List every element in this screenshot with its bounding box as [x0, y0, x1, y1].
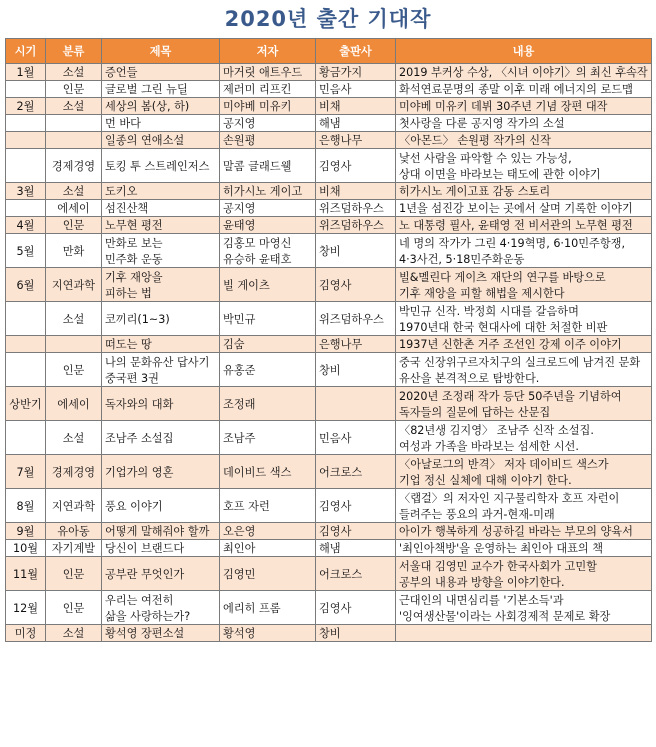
cell-publisher	[316, 387, 396, 421]
cell-category: 지연과학	[46, 268, 102, 302]
cell-content: 화석연료문명의 종말 이후 미래 에너지의 로드맵	[396, 81, 652, 98]
table-row	[6, 387, 652, 421]
cell-content: 2020년 조정래 작가 등단 50주년을 기념하여 독자들의 질문에 답하는 산문집	[396, 387, 652, 421]
cell-period: 4월	[6, 217, 46, 234]
cell-content: 낯선 사람을 파악할 수 있는 가능성, 상대 이면을 바라보는 태도에 관한 이야기	[396, 149, 652, 183]
cell-title: 노무현 평전	[102, 217, 220, 234]
cell-period: 상반기	[6, 387, 46, 421]
header-content: 내용	[396, 39, 652, 64]
cell-category: 소설	[46, 64, 102, 81]
cell-period	[6, 149, 46, 183]
cell-title: 먼 바다	[102, 115, 220, 132]
header-title: 제목	[102, 39, 220, 64]
cell-content: 아이가 행복하게 성공하길 바라는 부모의 양육서	[396, 523, 652, 540]
cell-title: 증언들	[102, 64, 220, 81]
cell-period: 11월	[6, 557, 46, 591]
books-table	[5, 38, 652, 642]
cell-content: '최인아책방'을 운영하는 최인아 대표의 책	[396, 540, 652, 557]
cell-author: 김홍모 마영신 유승하 윤태호	[220, 234, 316, 268]
table-row	[6, 81, 652, 98]
table-row	[6, 557, 652, 591]
cell-content: 첫사랑을 다룬 공지영 작가의 소설	[396, 115, 652, 132]
cell-period: 12월	[6, 591, 46, 625]
cell-title: 세상의 봄(상, 하)	[102, 98, 220, 115]
cell-period: 3월	[6, 183, 46, 200]
cell-publisher: 김영사	[316, 268, 396, 302]
cell-content: 히가시노 게이고표 감동 스토리	[396, 183, 652, 200]
cell-category	[46, 132, 102, 149]
cell-publisher: 민음사	[316, 421, 396, 455]
cell-period	[6, 353, 46, 387]
cell-category: 인문	[46, 353, 102, 387]
table-row	[6, 336, 652, 353]
cell-author: 박민규	[220, 302, 316, 336]
cell-title: 우리는 여전히 삶을 사랑하는가?	[102, 591, 220, 625]
cell-publisher: 비채	[316, 98, 396, 115]
table-row	[6, 217, 652, 234]
cell-title: 코끼리(1~3)	[102, 302, 220, 336]
cell-period	[6, 115, 46, 132]
table-row	[6, 591, 652, 625]
cell-period: 7월	[6, 455, 46, 489]
cell-category: 에세이	[46, 200, 102, 217]
cell-period	[6, 336, 46, 353]
cell-author: 마거릿 애트우드	[220, 64, 316, 81]
cell-category	[46, 336, 102, 353]
cell-publisher: 창비	[316, 625, 396, 642]
cell-publisher: 황금가지	[316, 64, 396, 81]
cell-content: 〈랩걸〉의 저자인 지구물리학자 호프 자런이 들려주는 풍요의 과거-현재-미래	[396, 489, 652, 523]
cell-category: 지연과학	[46, 489, 102, 523]
table-row	[6, 98, 652, 115]
cell-author: 미야베 미유키	[220, 98, 316, 115]
cell-category: 소설	[46, 98, 102, 115]
cell-author: 손원평	[220, 132, 316, 149]
cell-period	[6, 421, 46, 455]
cell-content: 1년을 섬진강 보이는 곳에서 살며 기록한 이야기	[396, 200, 652, 217]
cell-category: 소설	[46, 625, 102, 642]
cell-category: 인문	[46, 81, 102, 98]
cell-publisher: 위즈덤하우스	[316, 302, 396, 336]
cell-publisher: 창비	[316, 234, 396, 268]
cell-category: 만화	[46, 234, 102, 268]
cell-category: 소설	[46, 183, 102, 200]
cell-category: 경제경영	[46, 455, 102, 489]
page-title: 2020년 출간 기대작	[224, 7, 432, 31]
cell-title: 황석영 장편소설	[102, 625, 220, 642]
cell-period: 8월	[6, 489, 46, 523]
cell-content: 근대인의 내면심리를 '기본소득'과 '잉여생산물'이라는 사회경제적 문제로 확장	[396, 591, 652, 625]
cell-period: 9월	[6, 523, 46, 540]
table-row	[6, 64, 652, 81]
header-category: 분류	[46, 39, 102, 64]
cell-title: 글로벌 그린 뉴딜	[102, 81, 220, 98]
cell-content: 〈아날로그의 반격〉 저자 데이비드 색스가 기업 정신 실체에 대해 이야기 한다.	[396, 455, 652, 489]
cell-title: 공부란 무엇인가	[102, 557, 220, 591]
cell-title: 조남주 소설집	[102, 421, 220, 455]
cell-period: 10월	[6, 540, 46, 557]
cell-title: 도키오	[102, 183, 220, 200]
cell-author: 최인아	[220, 540, 316, 557]
cell-category: 유아동	[46, 523, 102, 540]
cell-period: 2월	[6, 98, 46, 115]
cell-title: 떠도는 땅	[102, 336, 220, 353]
cell-publisher: 비채	[316, 183, 396, 200]
cell-publisher: 민음사	[316, 81, 396, 98]
cell-period: 1월	[6, 64, 46, 81]
cell-publisher: 위즈덤하우스	[316, 217, 396, 234]
cell-author: 김영민	[220, 557, 316, 591]
cell-author: 김숨	[220, 336, 316, 353]
cell-publisher: 김영사	[316, 591, 396, 625]
cell-period	[6, 200, 46, 217]
cell-author: 호프 자런	[220, 489, 316, 523]
table-row	[6, 455, 652, 489]
table-row	[6, 268, 652, 302]
cell-author: 황석영	[220, 625, 316, 642]
cell-author: 윤태영	[220, 217, 316, 234]
cell-author: 히가시노 게이고	[220, 183, 316, 200]
cell-content: 빌&멜린다 게이츠 재단의 연구를 바탕으로 기후 재앙을 피할 해법을 제시한다	[396, 268, 652, 302]
cell-publisher: 김영사	[316, 523, 396, 540]
cell-content: 서울대 김영민 교수가 한국사회가 고민할 공부의 내용과 방향을 이야기한다.	[396, 557, 652, 591]
table-row	[6, 115, 652, 132]
cell-content: 네 명의 작가가 그린 4·19혁명, 6·10민주항쟁, 4·3사건, 5·18민주화운동	[396, 234, 652, 268]
header-publisher: 출판사	[316, 39, 396, 64]
cell-author: 빌 게이츠	[220, 268, 316, 302]
cell-publisher: 은행나무	[316, 132, 396, 149]
header-author: 저자	[220, 39, 316, 64]
cell-publisher: 어크로스	[316, 557, 396, 591]
cell-title: 일종의 연애소설	[102, 132, 220, 149]
cell-author: 제러미 리프킨	[220, 81, 316, 98]
cell-title: 당신이 브랜드다	[102, 540, 220, 557]
cell-publisher: 해냄	[316, 115, 396, 132]
table-row	[6, 132, 652, 149]
cell-content: 〈82년생 김지영〉 조남주 신작 소설집. 여성과 가족을 바라보는 섬세한 시선.	[396, 421, 652, 455]
cell-title: 어떻게 말해줘야 할까	[102, 523, 220, 540]
cell-content: 1937년 신한촌 거주 조선인 강제 이주 이야기	[396, 336, 652, 353]
cell-title: 토킹 투 스트레인저스	[102, 149, 220, 183]
cell-category: 인문	[46, 557, 102, 591]
cell-author: 공지영	[220, 115, 316, 132]
table-row	[6, 523, 652, 540]
cell-period: 5월	[6, 234, 46, 268]
cell-category: 인문	[46, 217, 102, 234]
table-row	[6, 489, 652, 523]
cell-period	[6, 132, 46, 149]
cell-category: 소설	[46, 421, 102, 455]
table-row	[6, 421, 652, 455]
cell-publisher: 김영사	[316, 149, 396, 183]
cell-content: 〈아몬드〉 손원평 작가의 신작	[396, 132, 652, 149]
cell-author: 오은영	[220, 523, 316, 540]
cell-publisher: 창비	[316, 353, 396, 387]
cell-publisher: 김영사	[316, 489, 396, 523]
cell-category	[46, 115, 102, 132]
cell-period	[6, 302, 46, 336]
cell-title: 독자와의 대화	[102, 387, 220, 421]
cell-category: 소설	[46, 302, 102, 336]
cell-category: 인문	[46, 591, 102, 625]
cell-publisher: 은행나무	[316, 336, 396, 353]
table-row	[6, 234, 652, 268]
table-row	[6, 200, 652, 217]
table-row	[6, 183, 652, 200]
cell-title: 섬진산책	[102, 200, 220, 217]
cell-content: 중국 신장위구르자치구의 실크로드에 남겨진 문화 유산을 본격적으로 탐방한다.	[396, 353, 652, 387]
table-row	[6, 353, 652, 387]
cell-publisher: 어크로스	[316, 455, 396, 489]
cell-author: 조정래	[220, 387, 316, 421]
cell-content: 미야베 미유키 데뷔 30주년 기념 장편 대작	[396, 98, 652, 115]
cell-author: 유홍준	[220, 353, 316, 387]
cell-period: 6월	[6, 268, 46, 302]
table-row	[6, 540, 652, 557]
cell-period: 미정	[6, 625, 46, 642]
cell-publisher: 위즈덤하우스	[316, 200, 396, 217]
cell-author: 말콤 글래드웰	[220, 149, 316, 183]
cell-content: 박민규 신작. 박정희 시대를 갈음하며 1970년대 한국 현대사에 대한 처절한 비판	[396, 302, 652, 336]
cell-category: 자기계발	[46, 540, 102, 557]
cell-title: 나의 문화유산 답사기 중국편 3권	[102, 353, 220, 387]
table-row	[6, 149, 652, 183]
cell-author: 조남주	[220, 421, 316, 455]
header-row	[6, 39, 652, 64]
cell-title: 기후 재앙을 피하는 법	[102, 268, 220, 302]
cell-author: 데이비드 색스	[220, 455, 316, 489]
cell-content	[396, 625, 652, 642]
cell-category: 에세이	[46, 387, 102, 421]
cell-title: 만화로 보는 민주화 운동	[102, 234, 220, 268]
cell-author: 공지영	[220, 200, 316, 217]
cell-period	[6, 81, 46, 98]
header-period: 시기	[6, 39, 46, 64]
cell-title: 기업가의 영혼	[102, 455, 220, 489]
cell-title: 풍요 이야기	[102, 489, 220, 523]
cell-author: 에리히 프롬	[220, 591, 316, 625]
cell-content: 2019 부커상 수상, 〈시녀 이야기〉의 최신 후속작	[396, 64, 652, 81]
cell-content: 노 대통령 필사, 윤태영 전 비서관의 노무현 평전	[396, 217, 652, 234]
table-row	[6, 625, 652, 642]
cell-category: 경제경영	[46, 149, 102, 183]
cell-publisher: 해냄	[316, 540, 396, 557]
table-row	[6, 302, 652, 336]
